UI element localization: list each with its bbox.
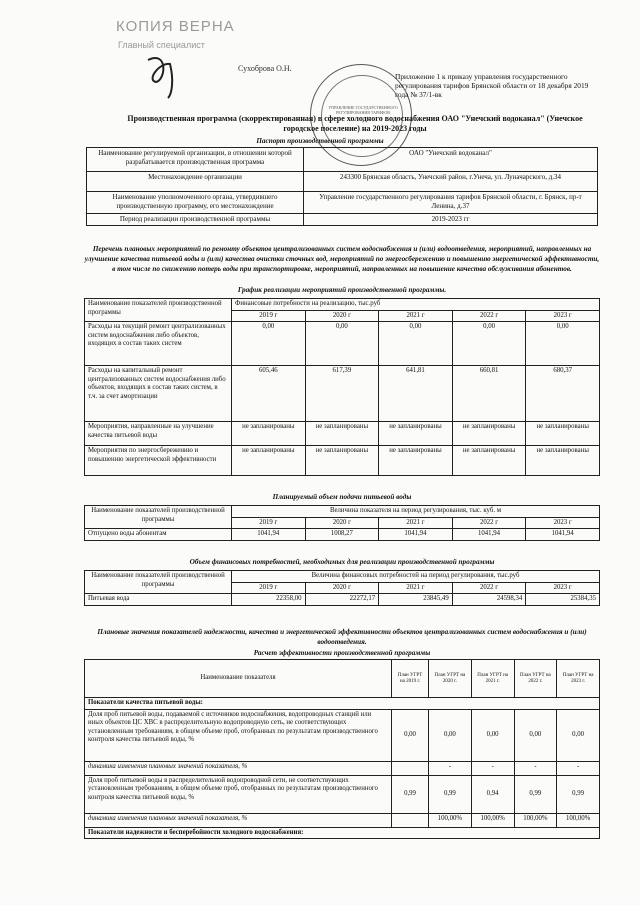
- col-name-header: Наименование показателя: [85, 660, 392, 698]
- year-header: 2019 г: [232, 582, 306, 594]
- indicators-table: [84, 659, 600, 839]
- cell-value: 1041,94: [379, 529, 453, 541]
- cell-value: 680,37: [526, 366, 600, 422]
- cell-value: 0,00: [232, 322, 306, 366]
- row-label: динамика изменения плановых значений показателя, %: [85, 761, 392, 775]
- row-label: Питьевая вода: [85, 594, 232, 606]
- passport-value: 243300 Брянская область, Унечский район, г.Унеча, ул. Луначарского, д.34: [304, 172, 598, 192]
- year-header: 2021 г: [379, 582, 453, 594]
- cell-value: 0,00: [379, 322, 453, 366]
- cell-value: 0,94: [471, 775, 514, 813]
- year-header: 2021 г: [379, 517, 453, 529]
- year-header: 2022 г: [452, 582, 526, 594]
- cell-value: 1008,27: [305, 529, 379, 541]
- plan-header: План УГРТ на 2021 г.: [471, 660, 514, 698]
- measures-subheading: График реализации мероприятий производственной программы.: [237, 286, 447, 294]
- cell-value: 25384,35: [526, 594, 600, 606]
- plan-header: План УГРТ на 2022 г.: [514, 660, 557, 698]
- copy-stamp-position: Главный специалист: [118, 40, 205, 50]
- cell-value: -: [514, 761, 557, 775]
- cell-value: [392, 813, 429, 827]
- measures-table: [84, 298, 600, 476]
- cell-value: не запланированы: [379, 446, 453, 476]
- year-header: 2021 г: [379, 310, 453, 322]
- supply-table: [84, 505, 600, 541]
- year-header: 2020 г: [305, 517, 379, 529]
- year-header: 2023 г: [526, 310, 600, 322]
- cell-value: 0,99: [392, 775, 429, 813]
- row-label: Мероприятия по энергосбережению и повышению энергетической эффективности: [85, 446, 232, 476]
- row-label: Доля проб питьевой воды, подаваемой с источников водоснабжения, водопроводных станций или иных объектов ЦС ХВС в распределительную водопроводную сеть, не соответствующих установленным требованиям, в общем объеме проб, отобранных по результатам производственного контроля качества питьевой воды, %: [85, 709, 392, 761]
- cell-value: 641,81: [379, 366, 453, 422]
- signature-mark: [138, 50, 198, 100]
- document-title: Производственная программа (скорректированная) в сфере холодного водоснабжения ОАО "Унечский водоканал" (Унечское городское поселение) на 2019-2023 годы: [127, 114, 583, 133]
- cell-value: 23845,49: [379, 594, 453, 606]
- cell-value: не запланированы: [379, 422, 453, 446]
- passport-heading: Паспорт производственной программы: [256, 137, 384, 145]
- table-row: [85, 529, 600, 541]
- year-header: 2019 г: [232, 310, 306, 322]
- cell-value: 0,99: [514, 775, 557, 813]
- col-name-header: Наименование показателей производственной программы: [85, 571, 232, 594]
- table-row: [85, 761, 600, 775]
- table-row: [85, 775, 600, 813]
- passport-value: 2019-2023 гг: [304, 214, 598, 226]
- year-header: 2023 г: [526, 582, 600, 594]
- cell-value: 0,00: [526, 322, 600, 366]
- cell-value: -: [429, 761, 472, 775]
- col-group-header: Финансовые потребности на реализацию, тыс.руб: [232, 299, 600, 311]
- table-row: [85, 322, 600, 366]
- year-header: 2019 г: [232, 517, 306, 529]
- year-header: 2022 г: [452, 517, 526, 529]
- round-stamp-text: УПРАВЛЕНИЕ ГОСУДАРСТВЕННОГО РЕГУЛИРОВАНИЯ ТАРИФОВ: [328, 105, 398, 115]
- cell-value: 24598,34: [452, 594, 526, 606]
- cell-value: 0,00: [452, 322, 526, 366]
- passport-value: ОАО "Унечский водоканал": [304, 148, 598, 172]
- cell-value: 0,00: [471, 709, 514, 761]
- passport-table: [86, 147, 598, 226]
- supply-heading: Планируемый объем подачи питьевой воды: [272, 493, 412, 501]
- cell-value: 660,81: [452, 366, 526, 422]
- cell-value: 0,00: [305, 322, 379, 366]
- year-header: 2020 г: [305, 582, 379, 594]
- cell-value: 0,99: [557, 775, 600, 813]
- cell-value: 617,39: [305, 366, 379, 422]
- table-row: [85, 446, 600, 476]
- row-label: динамика изменения плановых значений показателя, %: [85, 813, 392, 827]
- indicators-heading: Плановые значения показателей надежности, качества и энергетической эффективности объектов централизованных систем водоснабжения и (или) водоотведения.: [97, 628, 587, 646]
- row-label: Мероприятия, направленные на улучшение качества питьевой воды: [85, 422, 232, 446]
- cell-value: 0,00: [429, 709, 472, 761]
- plan-header: План УГРТ на 2020 г.: [429, 660, 472, 698]
- cell-value: 0,00: [392, 709, 429, 761]
- indicators-subheading: Расчет эффективности производственной программы: [253, 649, 431, 657]
- passport-value: Управление государственного регулирования тарифов Брянской области, г. Брянск, пр-т Ленина, д.37: [304, 192, 598, 214]
- cell-value: 100,00%: [471, 813, 514, 827]
- row-label: Расходы на текущий ремонт централизованных систем водоснабжения либо объектов, входящих в состав таких систем: [85, 322, 232, 366]
- table-row: [85, 594, 600, 606]
- row-label: Отпущено воды абонентам: [85, 529, 232, 541]
- col-name-header: Наименование показателей производственной программы: [85, 299, 232, 322]
- cell-value: 22272,17: [305, 594, 379, 606]
- table-row: [85, 422, 600, 446]
- col-group-header: Величина показателя на период регулирования, тыс. куб. м: [232, 506, 600, 518]
- table-row: [85, 366, 600, 422]
- cell-value: 1041,94: [232, 529, 306, 541]
- measures-heading: Перечень плановых мероприятий по ремонту объектов централизованных систем водоснабжения и (или) водоотведения, мероприятий, направленных на улучшение качества питьевой воды и (или) качества очистки сточных вод, мероприятий по энергосбережению и повышению энергетической эффективности, в том числе по снижению потерь воды при транспортировке, мероприятий, направленных на повышение качества обслуживания абонентов.: [84, 245, 600, 273]
- appendix-note: Приложение 1 к приказу управления государственного регулирования тарифов Брянской области от 18 декабря 2019 года № 37/1-вк: [395, 72, 589, 99]
- cell-value: 22358,00: [232, 594, 306, 606]
- cell-value: не запланированы: [526, 422, 600, 446]
- cell-value: не запланированы: [452, 422, 526, 446]
- year-header: 2022 г: [452, 310, 526, 322]
- cell-value: не запланированы: [232, 422, 306, 446]
- cell-value: 0,00: [557, 709, 600, 761]
- finance-heading: Объем финансовых потребностей, необходимых для реализации производственной программы: [189, 558, 495, 566]
- copy-stamp-title: КОПИЯ ВЕРНА: [116, 18, 235, 35]
- finance-table: [84, 570, 600, 606]
- passport-label: Местонахождение организации: [87, 172, 304, 192]
- col-name-header: Наименование показателей производственной программы: [85, 506, 232, 529]
- plan-header: План УГРТ на 2023 г.: [557, 660, 600, 698]
- cell-value: не запланированы: [305, 446, 379, 476]
- cell-value: не запланированы: [526, 446, 600, 476]
- section-header: Показатели качества питьевой воды:: [85, 698, 600, 710]
- plan-header: План УГРТ на 2019 г.: [392, 660, 429, 698]
- passport-label: Период реализации производственной программы: [87, 214, 304, 226]
- cell-value: 0,00: [514, 709, 557, 761]
- col-group-header: Величина финансовых потребностей на период регулирования, тыс.руб: [232, 571, 600, 583]
- cell-value: -: [557, 761, 600, 775]
- cell-value: 0,99: [429, 775, 472, 813]
- year-header: 2020 г: [305, 310, 379, 322]
- section-header: Показатели надежности и бесперебойности холодного водоснабжения:: [85, 827, 600, 839]
- row-label: Доля проб питьевой воды в распределительной водопроводной сети, не соответствующих установленным требованиям, в общем объеме проб, отобранных по результатам производственного контроля качества питьевой воды, %: [85, 775, 392, 813]
- passport-label: Наименование уполномоченного органа, утвердившего производственную программу, его местонахождение: [87, 192, 304, 214]
- cell-value: -: [471, 761, 514, 775]
- table-row: [85, 709, 600, 761]
- cell-value: не запланированы: [452, 446, 526, 476]
- signer-name: Сухоброва О.Н.: [238, 64, 292, 73]
- cell-value: [392, 761, 429, 775]
- cell-value: 605,46: [232, 366, 306, 422]
- cell-value: 100,00%: [514, 813, 557, 827]
- cell-value: не запланированы: [232, 446, 306, 476]
- year-header: 2023 г: [526, 517, 600, 529]
- cell-value: 100,00%: [429, 813, 472, 827]
- row-label: Расходы на капитальный ремонт централизованных систем водоснабжения либо объектов, входящих в состав таких систем, в т.ч. за счет амортизации: [85, 366, 232, 422]
- table-row: [85, 813, 600, 827]
- cell-value: не запланированы: [305, 422, 379, 446]
- cell-value: 100,00%: [557, 813, 600, 827]
- passport-label: Наименование регулируемой организации, в отношении которой разрабатывается производственная программа: [87, 148, 304, 172]
- cell-value: 1041,94: [526, 529, 600, 541]
- cell-value: 1041,94: [452, 529, 526, 541]
